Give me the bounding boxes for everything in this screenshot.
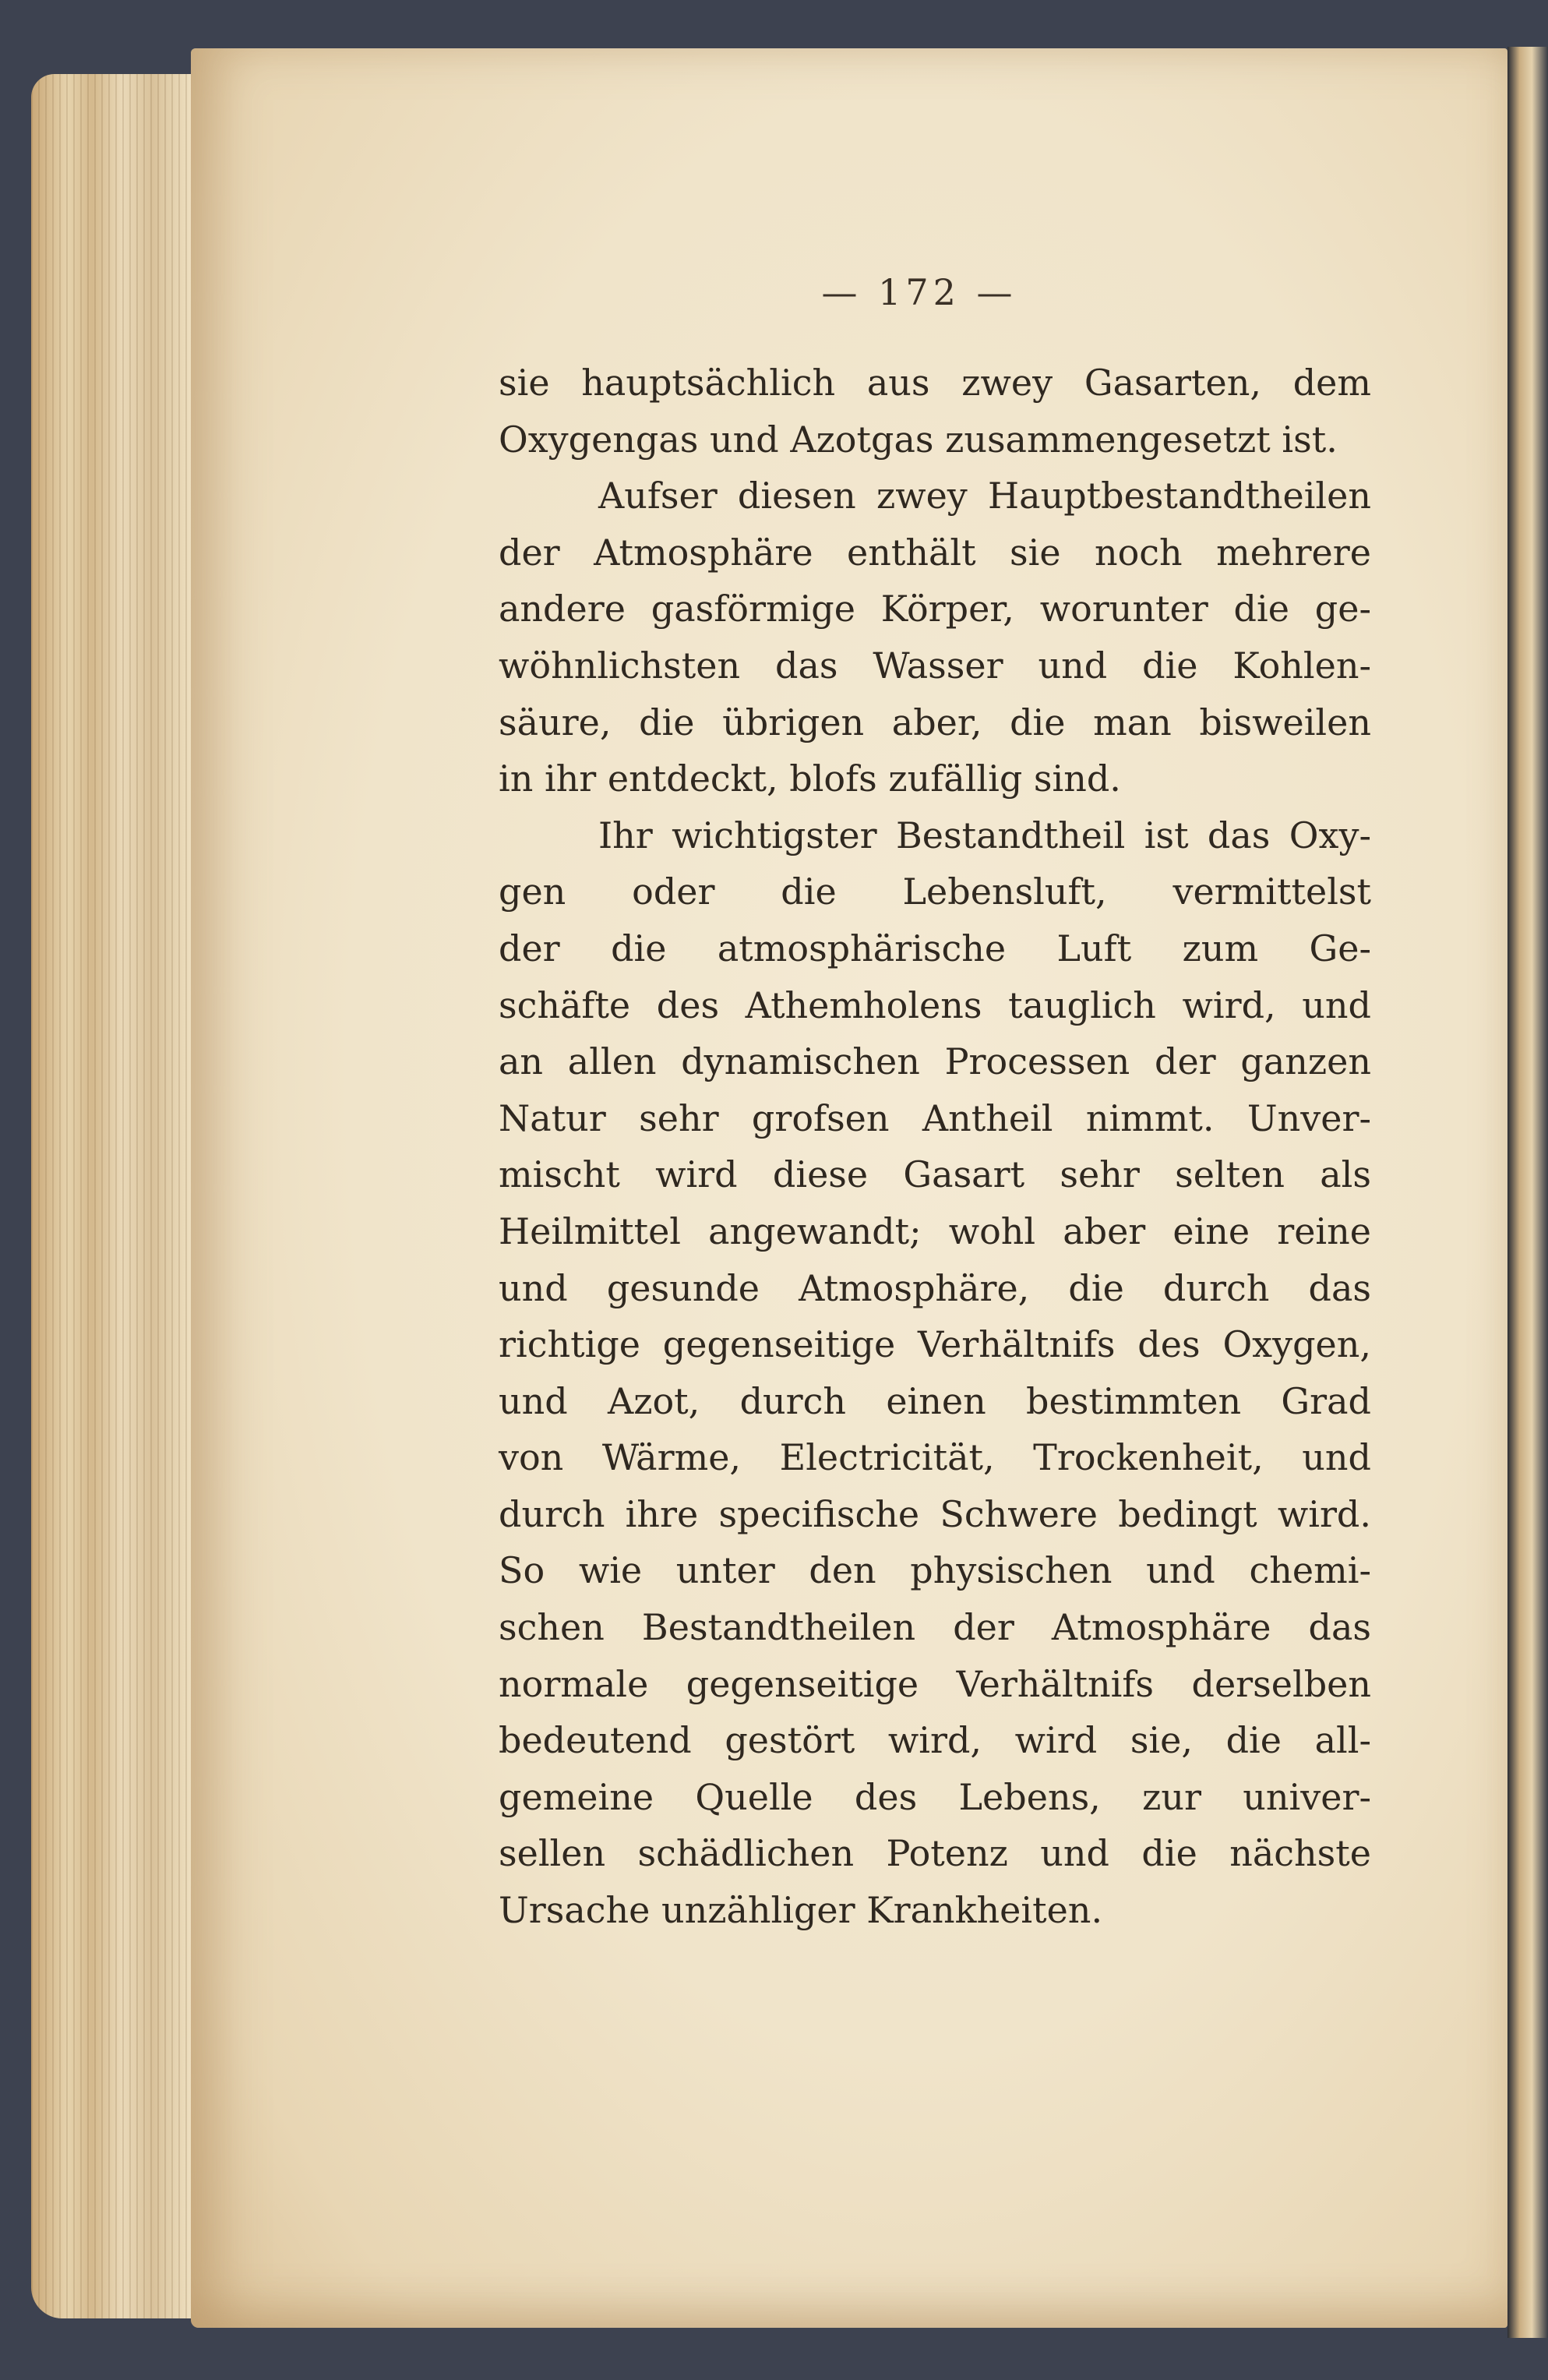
text-line: von Wärme, Electricität, Trockenheit, und bbox=[499, 1436, 1371, 1479]
text-line: säure, die übrigen aber, die man bisweilen bbox=[499, 701, 1371, 743]
text-line: sie hauptsächlich aus zwey Gasarten, dem bbox=[499, 362, 1371, 404]
text-line: andere gasförmige Körper, worunter die ge- bbox=[499, 588, 1371, 630]
text-line: an allen dynamischen Processen der ganzen bbox=[499, 1040, 1371, 1083]
text-line: gen oder die Lebensluft, vermittelst bbox=[499, 870, 1371, 913]
text-line: richtige gegenseitige Verhältnifs des Oxygen, bbox=[499, 1323, 1371, 1366]
page-number: — 172 — bbox=[821, 271, 1017, 313]
text-line: durch ihre specifische Schwere bedingt wird. bbox=[499, 1492, 1371, 1535]
adjacent-page-edge bbox=[1507, 47, 1548, 2338]
text-line: Heilmittel angewandt; wohl aber eine reine bbox=[499, 1209, 1371, 1252]
text-line: bedeutend gestört wird, wird sie, die all- bbox=[499, 1719, 1371, 1762]
text-line: Ursache unzähliger Krankheiten. bbox=[499, 1889, 1103, 1932]
text-line: der die atmosphärische Luft zum Ge- bbox=[499, 927, 1371, 969]
text-line: mischt wird diese Gasart sehr selten als bbox=[499, 1153, 1371, 1196]
text-line: Natur sehr grofsen Antheil nimmt. Unver- bbox=[499, 1096, 1371, 1139]
text-line: Oxygengas und Azotgas zusammengesetzt ist. bbox=[499, 418, 1338, 461]
text-line: Aufser diesen zwey Hauptbestandtheilen bbox=[598, 475, 1371, 517]
text-line: So wie unter den physischen und chemi- bbox=[499, 1549, 1371, 1592]
body-text bbox=[499, 355, 1371, 1939]
text-line: schen Bestandtheilen der Atmosphäre das bbox=[499, 1606, 1371, 1649]
text-line: wöhnlichsten das Wasser und die Kohlen- bbox=[499, 644, 1371, 687]
text-line: schäfte des Athemholens tauglich wird, und bbox=[499, 983, 1371, 1026]
text-line: der Atmosphäre enthält sie noch mehrere bbox=[499, 531, 1371, 574]
text-line: Ihr wichtigster Bestandtheil ist das Oxy- bbox=[598, 814, 1371, 856]
text-line: normale gegenseitige Verhältnifs derselben bbox=[499, 1662, 1371, 1705]
text-line: sellen schädlichen Potenz und die nächste bbox=[499, 1832, 1371, 1875]
text-line: gemeine Quelle des Lebens, zur univer- bbox=[499, 1775, 1371, 1818]
text-line: und gesunde Atmosphäre, die durch das bbox=[499, 1266, 1371, 1309]
text-line: und Azot, durch einen bestimmten Grad bbox=[499, 1379, 1371, 1422]
text-line: in ihr entdeckt, blofs zufällig sind. bbox=[499, 757, 1121, 800]
